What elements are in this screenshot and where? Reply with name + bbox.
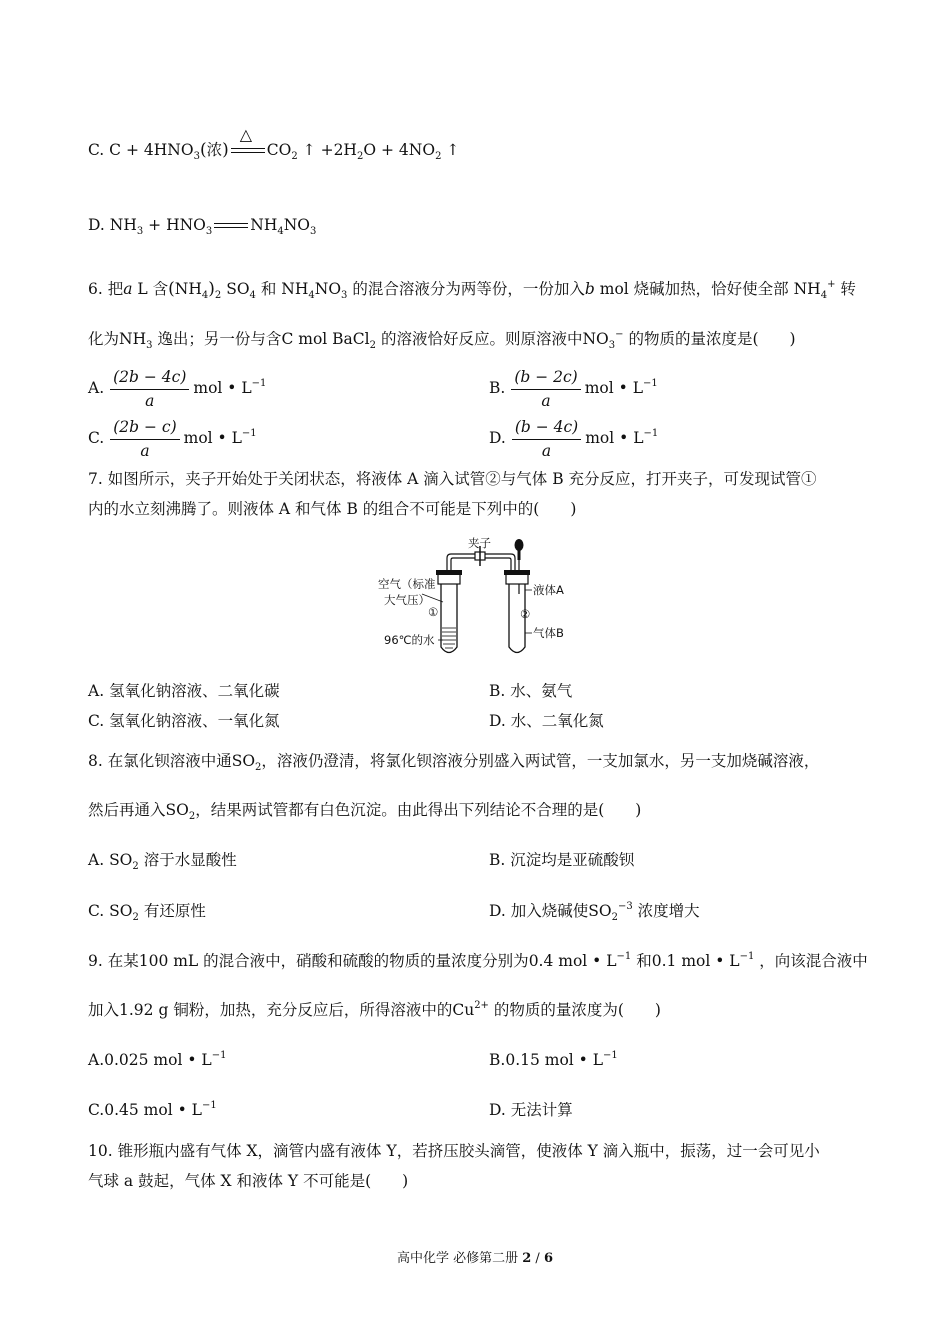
q8-option-c: C. $SO_2$ 有还原性 [88,902,206,923]
q7-option-b: B. 水、氨气 [489,682,573,700]
q7-stem-line1: 7. 如图所示，夹子开始处于关闭状态，将液体 A 滴入试管②与气体 B 充分反应，打开夹子，可发现试管① [88,470,817,488]
test-tube-apparatus-figure [350,532,590,662]
q9-option-b: B.0.15 mol • $L^{-1}$ [489,1050,618,1069]
q6-stem-line1: 6. 把a L 含$(NH_4)_2$ $SO_4$ 和 $NH_4NO_3$ 的混合溶液分为两等份，一份加入b mol 烧碱加热，恰好使全部 $NH_4^+$ 转 [88,279,856,301]
q8-stem-line1: 8. 在氯化钡溶液中通$SO_2$，溶液仍澄清，将氯化钡溶液分别盛入两试管，一支加氯水，另一支加烧碱溶液， [88,752,820,773]
q6-option-b: B. $\frac{(b - 2c)}{a}$ mol • $L^{-1}$ [489,368,658,410]
clip-label: 夹子 [468,536,491,550]
q9-option-d: D. 无法计算 [489,1101,573,1119]
q10-stem-line2: 气球 a 鼓起，气体 X 和液体 Y 不可能是( ) [88,1172,409,1190]
air-label-line1: 空气（标准 [378,577,436,591]
q8-option-a: A. $SO_2$ 溶于水显酸性 [88,851,237,872]
q7-option-d: D. 水、二氧化氮 [489,712,604,730]
q6-option-d: D. $\frac{(b - 4c)}{a}$ mol • $L^{-1}$ [489,418,659,460]
air-label-line2: 大气压） [384,593,430,607]
q5-option-d: D. $NH_3 + HNO_3$ $NH_4NO_3$ [88,216,317,237]
q9-stem-line1: 9. 在某100 mL 的混合液中，硝酸和硫酸的物质的量浓度分别为0.4 mol • $L^{-1}$ 和0.1 mol • $L^{-1}$ ，向该混合液中 [88,951,868,970]
q8-stem-line2: 然后再通入$SO_2$，结果两试管都有白色沉淀。由此得出下列结论不合理的是( ) [88,801,642,822]
page-footer: 高中化学 必修第二册 2 / 6 [396,1251,553,1266]
q6-option-c: C. $\frac{(2b - c)}{a}$ mol • $L^{-1}$ [88,418,257,460]
dropper-icon [515,539,524,594]
q6-option-a: A. $\frac{(2b - 4c)}{a}$ mol • $L^{-1}$ [88,368,267,410]
tube-1-label: ① [428,605,439,619]
tube-2-label: ② [520,607,531,621]
q7-option-c: C. 氢氧化钠溶液、一氧化氮 [88,712,280,730]
q5-option-c: C. $C + 4HNO_3$(浓) △ $CO_2$ ↑ $+2H_2O + 4NO_2$ ↑ [88,125,460,162]
heat-equals-sign: △ [231,145,265,157]
q9-stem-line2: 加入1.92 g 铜粉，加热，充分反应后，所得溶液中的$Cu^{2+}$ 的物质的量浓度为( ) [88,1000,661,1019]
q10-stem-line1: 10. 锥形瓶内盛有气体 X，滴管内盛有液体 Y，若挤压胶头滴管，使液体 Y 滴入瓶中，振荡，过一会可见小 [88,1142,820,1160]
q8-option-b: B. 沉淀均是亚硫酸钡 [489,851,635,869]
q9-option-c: C.0.45 mol • $L^{-1}$ [88,1100,217,1119]
q6-stem-line2: 化为$NH_3$ 逸出；另一份与含C mol BaCl$_2$ 的溶液恰好反应。则原溶液中$NO_3^-$ 的物质的量浓度是( ) [88,329,796,351]
gas-b-label: 气体B [533,626,564,640]
water-label: 96℃的水 [384,633,435,647]
q7-option-a: A. 氢氧化钠溶液、二氧化碳 [88,682,280,700]
equals-sign [214,220,248,232]
q9-option-a: A.0.025 mol • $L^{-1}$ [88,1050,227,1069]
q8-option-d: D. 加入烧碱使$SO_2^{-3}$ 浓度增大 [489,901,700,923]
liquid-a-label: 液体A [533,583,564,597]
q7-stem-line2: 内的水立刻沸腾了。则液体 A 和气体 B 的组合不可能是下列中的( ) [88,500,577,518]
